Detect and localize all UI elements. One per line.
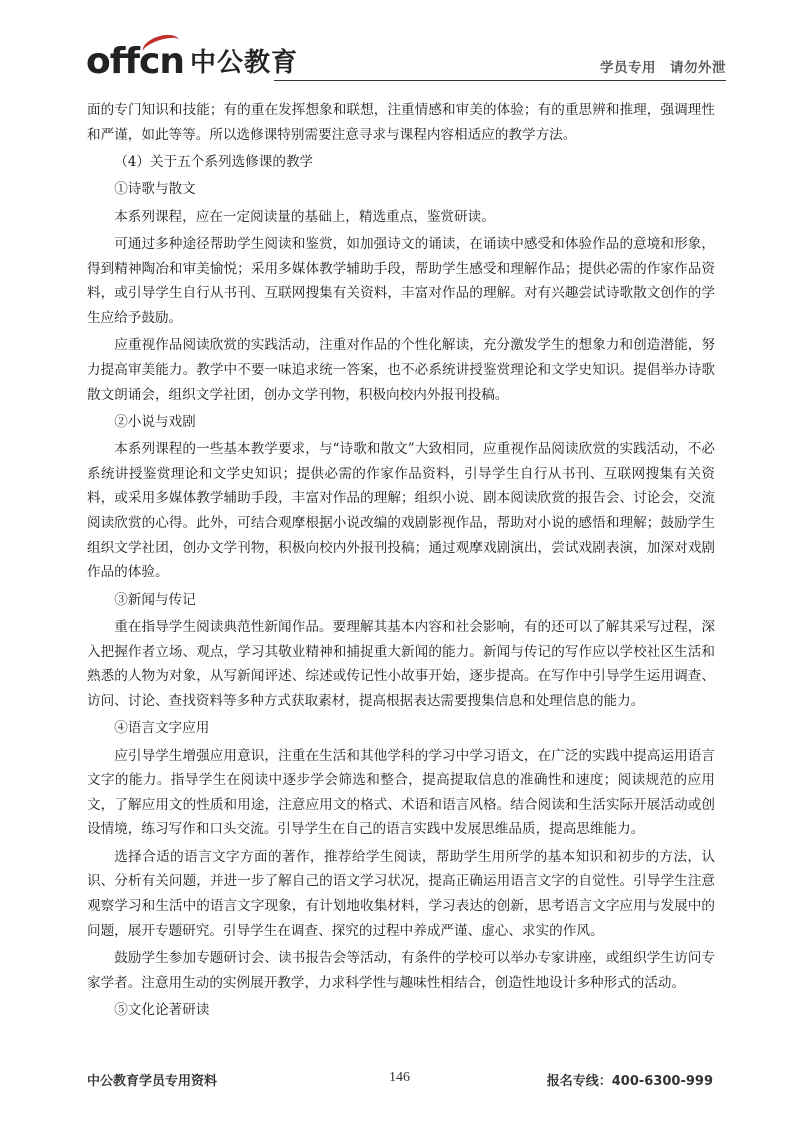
subsection-heading: ②小说与戏剧 [114,413,196,430]
subsection-heading: ③新闻与传记 [114,591,196,608]
subsection-heading: ⑤文化论著研读 [114,1001,210,1018]
paragraph: 本系列课程的一些基本教学要求，与“诗歌和散文”大致相同，应重视作品阅读欣赏的实践活动，不必系统讲授鉴赏理论和文学史知识；提供必需的作家作品资料，引导学生自行从书刊、互联网搜集有关资料，或采用多媒体教学辅助手段，丰富对作品的理解；组织小说、剧本阅读欣赏的报告会、讨论会，交流阅读欣赏的心得。此外，可结合观摩根据小说改编的戏剧影视作品，帮助对小说的感悟和理解；鼓励学生组织文学社团，创办文学刊物，积极向校内外报刊投稿；通过观摩戏剧演出，尝试戏剧表演，加深对戏剧作品的体验。 [87,441,715,581]
page-header [86,36,726,86]
offcn-logo [86,36,298,80]
header-rule [274,80,726,81]
page-footer [87,1070,713,1090]
header-notice [600,56,726,76]
paragraph: 鼓励学生参加专题研讨会、读书报告会等活动，有条件的学校可以举办专家讲座，或组织学生访问专家学者。注意用生动的实例展开教学，力求科学性与趣味性相结合，创造性地设计多种形式的活动。 [87,949,715,991]
paragraph: 面的专门知识和技能；有的重在发挥想象和联想，注重情感和审美的体验；有的重思辨和推理，强调理性和严谨，如此等等。所以选修课特别需要注意寻求与课程内容相适应的教学方法。 [87,102,715,143]
header-tag-students-only: 学员专用 [600,60,656,76]
footer-hotline: 报名专线：400-6300-999 [546,1074,713,1089]
footer-material-label: 中公教育学员专用资料 [87,1074,218,1089]
subsection-heading: ①诗歌与散文 [114,181,196,198]
page-content [87,98,715,1025]
logo-wordmark: offcn [86,44,184,80]
paragraph: 选择合适的语言文字方面的著作，推荐给学生阅读，帮助学生用所学的基本知识和初步的方法，认识、分析有关问题，并进一步了解自己的语文学习状况，提高正确运用语言文字的自觉性。引导学生注意观察学习和生活中的语言文字现象，有计划地收集材料，学习表达的创新，思考语言文字应用与发展中的问题，展开专题研究。引导学生在调查、探究的过程中养成严谨、虚心、求实的作风。 [87,848,715,939]
paragraph: 应引导学生增强应用意识，注重在生活和其他学科的学习中学习语文，在广泛的实践中提高运用语言文字的能力。指导学生在阅读中逐步学会筛选和整合，提高提取信息的准确性和速度；阅读规范的应用文，了解应用文的性质和用途，注意应用文的格式、术语和语言风格。结合阅读和生活实际开展活动或创设情境，练习写作和口头交流。引导学生在自己的语言实践中发展思维品质，提高思维能力。 [87,747,715,838]
section-heading: （4）关于五个系列选修课的教学 [114,153,314,170]
paragraph: 可通过多种途径帮助学生阅读和鉴赏，如加强诗文的诵读，在诵读中感受和体验作品的意境和形象，得到精神陶冶和审美愉悦；采用多媒体教学辅助手段，帮助学生感受和理解作品；提供必需的作家作品资料，或引导学生自行从书刊、互联网搜集有关资料，丰富对作品的理解。对有兴趣尝试诗歌散文创作的学生应给予鼓励。 [87,236,715,326]
paragraph: 重在指导学生阅读典范性新闻作品。要理解其基本内容和社会影响，有的还可以了解其采写过程，深入把握作者立场、观点，学习其敬业精神和捕捉重大新闻的能力。新闻与传记的写作应以学校社区生活和熟悉的人物为对象，从写新闻评述、综述或传记性小故事开始，逐步提高。在写作中引导学生运用调查、访问、讨论、查找资料等多种方式获取素材，提高根据表达需要搜集信息和处理信息的能力。 [87,619,715,709]
paragraph: 应重视作品阅读欣赏的实践活动，注重对作品的个性化解读，充分激发学生的想象力和创造潜能，努力提高审美能力。教学中不要一味追求统一答案，也不必系统讲授鉴赏理论和文学史知识。提倡举办诗歌散文朗诵会，组织文学社团，创办文学刊物，积极向校内外报刊投稿。 [87,337,715,403]
paragraph: 本系列课程，应在一定阅读量的基础上，精选重点，鉴赏研读。 [114,208,495,225]
page-number: 146 [389,1070,410,1085]
subsection-heading: ④语言文字应用 [114,720,210,737]
header-tag-confidential: 请勿外泄 [670,60,726,76]
logo-chinese-name: 中公教育 [190,48,299,78]
